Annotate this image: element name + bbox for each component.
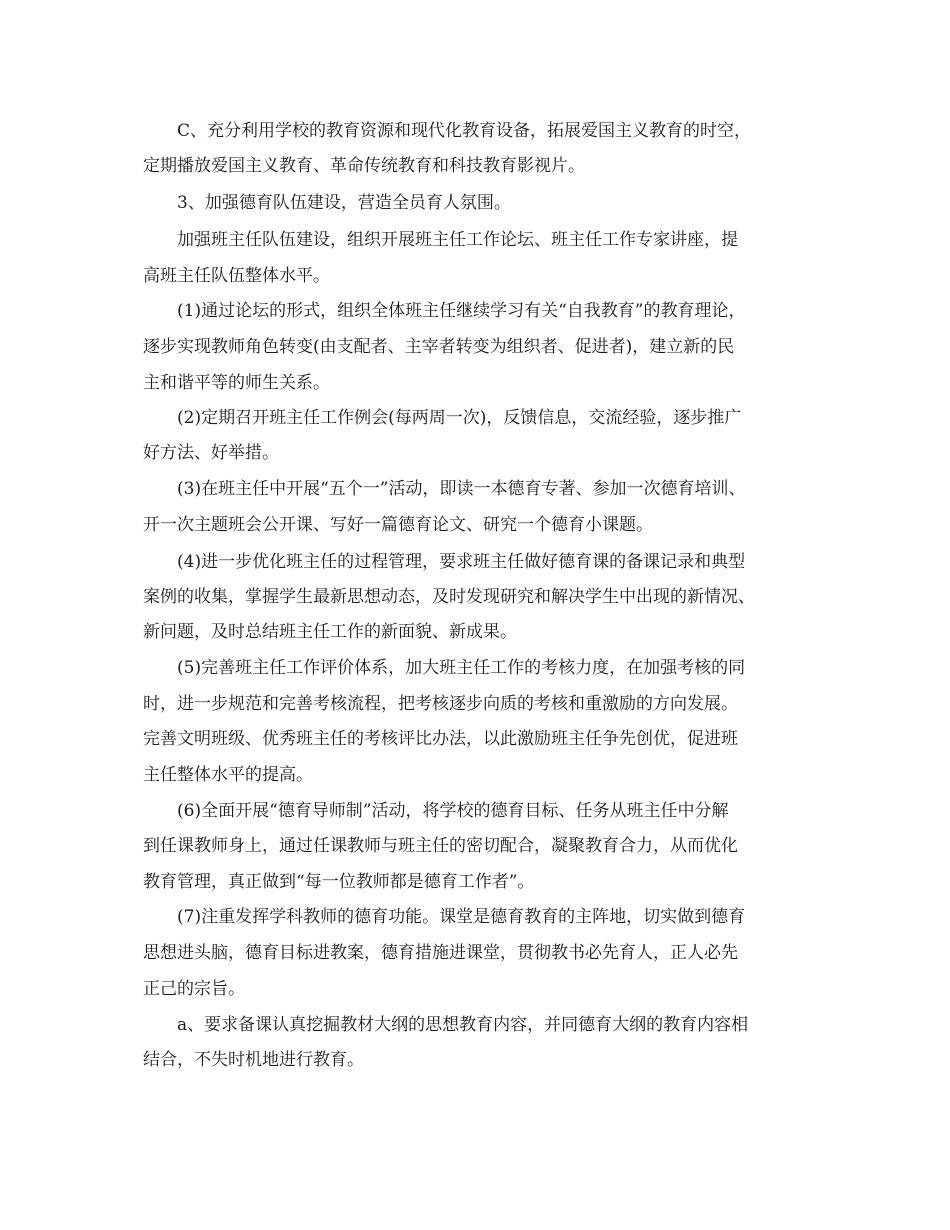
text-line: 正己的宗旨。 (143, 979, 245, 999)
text-line: 到任课教师身上，通过任课教师与班主任的密切配合，凝聚教育合力，从而优化 (143, 836, 738, 856)
text-line: (5)完善班主任工作评价体系，加大班主任工作的考核力度，在加强考核的同 (177, 658, 746, 678)
text-line: 结合，不失时机地进行教育。 (143, 1050, 364, 1070)
text-line: 高班主任队伍整体水平。 (143, 266, 330, 286)
text-line: (4)进一步优化班主任的过程管理，要求班主任做好德育课的备课记录和典型 (177, 552, 746, 572)
text-line: (6)全面开展“德育导师制”活动，将学校的德育目标、任务从班主任中分解 (177, 801, 729, 821)
text-line: 定期播放爱国主义教育、革命传统教育和科技教育影视片。 (143, 156, 585, 176)
text-line: (1)通过论坛的形式，组织全体班主任继续学习有关“自我教育”的教育理论， (177, 301, 746, 321)
text-line: a、要求备课认真挖掘教材大纲的思想教育内容，并同德育大纲的教育内容相 (177, 1015, 749, 1035)
text-line: 案例的收集，掌握学生最新思想动态，及时发现研究和解决学生中出现的新情况、 (143, 587, 755, 607)
text-line: 主任整体水平的提高。 (143, 765, 313, 785)
text-line: 好方法、好举措。 (143, 443, 279, 463)
text-line: 教育管理，真正做到“每一位教师都是德育工作者”。 (143, 872, 535, 892)
text-line: 加强班主任队伍建设，组织开展班主任工作论坛、班主任工作专家讲座，提 (177, 230, 738, 250)
text-line: 新问题，及时总结班主任工作的新面貌、新成果。 (143, 622, 517, 642)
text-line: 开一次主题班会公开课、写好一篇德育论文、研究一个德育小课题。 (143, 515, 653, 535)
text-line: 3、加强德育队伍建设，营造全员育人氛围。 (177, 193, 511, 213)
text-line: 思想进头脑，德育目标进教案，德育措施进课堂，贯彻教书必先育人，正人必先 (143, 943, 738, 963)
text-line: (2)定期召开班主任工作例会(每两周一次)，反馈信息，交流经验，逐步推广 (177, 408, 742, 428)
text-line: 时，进一步规范和完善考核流程，把考核逐步向质的考核和重激励的方向发展。 (143, 694, 738, 714)
text-line: C、充分利用学校的教育资源和现代化教育设备，拓展爱国主义教育的时空， (177, 121, 752, 141)
text-line: 主和谐平等的师生关系。 (143, 373, 330, 393)
text-line: (7)注重发挥学科教师的德育功能。课堂是德育教育的主阵地，切实做到德育 (177, 907, 746, 927)
text-line: 逐步实现教师角色转变(由支配者、主宰者转变为组织者、促进者)，建立新的民 (143, 337, 735, 357)
text-line: (3)在班主任中开展“五个一”活动，即读一本德育专著、参加一次德育培训、 (177, 479, 746, 499)
text-line: 完善文明班级、优秀班主任的考核评比办法，以此激励班主任争先创优，促进班 (143, 729, 738, 749)
